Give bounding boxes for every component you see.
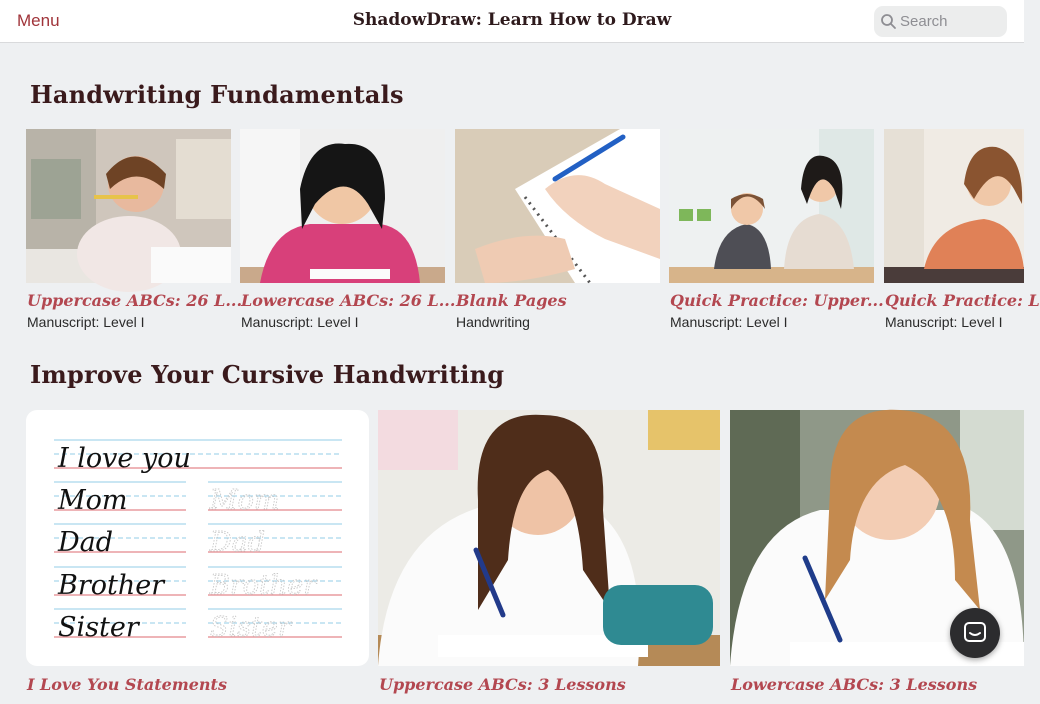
card-subtitle: Manuscript: Level I [670,314,788,330]
worksheet-trace-4: Sister [210,612,291,643]
search-icon [880,13,897,30]
lesson-thumbnail[interactable] [884,129,1024,283]
worksheet-trace-2: Dad [210,527,266,558]
card-subtitle: Manuscript: Level I [241,314,359,330]
card-subtitle: Manuscript: Level I [885,314,1003,330]
card-title: Blank Pages [456,291,567,310]
lesson-card-quick-practice-lower[interactable] [884,129,1040,330]
lesson-thumbnail[interactable] [378,410,720,666]
worksheet-word-3: Brother [58,570,165,601]
card-title: Lowercase ABCs: 3 Lessons [731,675,978,694]
lesson-thumbnail[interactable] [240,129,445,283]
lesson-card-blank-pages[interactable] [455,129,660,329]
worksheet-word-1: Mom [58,485,128,516]
card-subtitle: Handwriting [456,314,530,330]
lesson-thumbnail[interactable] [669,129,874,283]
worksheet-thumbnail[interactable] [26,410,369,666]
top-bar [0,0,1024,43]
lesson-card-uppercase-abcs[interactable] [26,129,243,330]
lesson-thumbnail[interactable] [455,129,660,283]
worksheet-word-4: Sister [58,612,139,643]
worksheet-word-2: Dad [58,527,114,558]
card-title: I Love You Statements [27,675,227,694]
search-input[interactable] [900,10,1000,33]
card-title: Uppercase ABCs: 3 Lessons [379,675,626,694]
lesson-card-lowercase-abcs[interactable] [240,129,456,330]
lesson-card-i-love-you[interactable] [26,410,369,700]
menu-button[interactable]: Menu [17,11,60,30]
card-subtitle: Manuscript: Level I [27,314,145,330]
worksheet-heading: I love you [58,443,191,474]
section-title-handwriting-fundamentals: Handwriting Fundamentals [30,80,404,109]
card-title: Lowercase ABCs: 26 L... [241,291,456,310]
app-title: ShadowDraw: Learn How to Draw [352,10,672,30]
chat-icon [963,621,987,645]
lesson-card-uppercase-abcs-3-lessons[interactable] [378,410,720,700]
search-bar[interactable] [874,6,1007,37]
lesson-card-quick-practice-upper[interactable] [669,129,884,330]
lesson-thumbnail[interactable] [26,129,231,283]
chat-button[interactable] [950,608,1000,658]
worksheet-trace-1: Mom [210,485,280,516]
card-title: Quick Practice: L [885,291,1040,310]
card-title: Uppercase ABCs: 26 L... [27,291,243,310]
worksheet-trace-3: Brother [210,570,317,601]
section-title-improve-cursive: Improve Your Cursive Handwriting [30,360,505,389]
card-title: Quick Practice: Upper... [670,291,884,310]
